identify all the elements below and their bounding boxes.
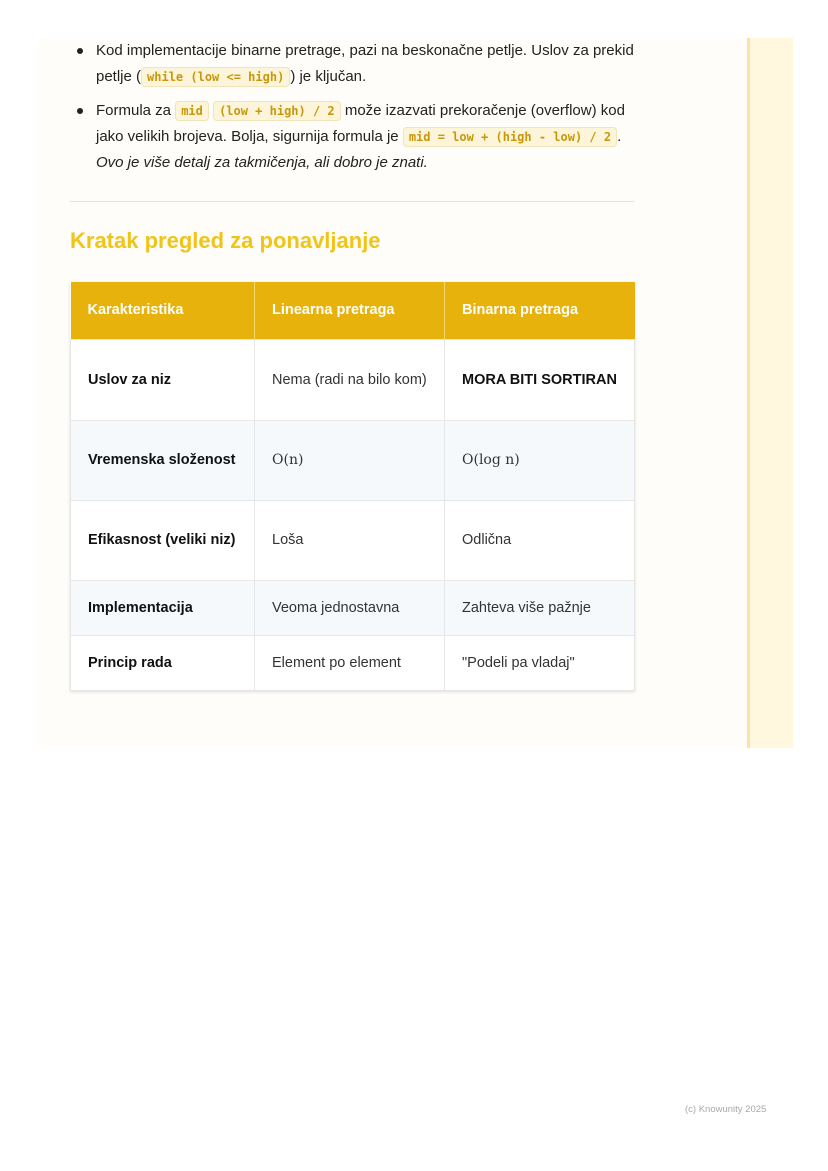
comparison-table [70,282,635,691]
row-label: Implementacija [71,581,255,636]
section-title: Kratak pregled za ponavljanje [70,228,381,253]
header-cell: Linearna pretraga [255,282,445,340]
table-row [71,421,635,501]
table-cell: Veoma jednostavna [255,581,445,636]
table-cell: Odlična [445,501,635,581]
table-header-row [71,282,635,340]
header-cell: Karakteristika [71,282,255,340]
bullet-icon [77,48,83,54]
bullet-text: može izazvati prekoračenje (overflow) kod jako velikih brojeva. Bolja, sigurnija formula je [96,102,625,145]
divider [70,201,634,202]
copyright-footer: (c) Knowunity 2025 [685,1104,767,1115]
list-item [72,38,642,90]
bullet-text: . [617,128,622,145]
row-label: Efikasnost (veliki niz) [71,501,255,581]
code-snippet: mid [175,101,209,121]
side-accent-bar [747,38,793,748]
list-item [72,98,642,176]
tips-list [72,38,642,184]
table-cell: O(n) [255,421,445,501]
bullet-text: ) je ključan. [290,68,367,85]
bullet-text: Formula za [96,102,176,119]
row-label: Uslov za niz [71,340,255,421]
code-snippet: mid = low + (high - low) / 2 [403,127,617,147]
table-cell: MORA BITI SORTIRAN [445,340,635,421]
code-snippet: (low + high) / 2 [213,101,341,121]
table-cell: Zahteva više pažnje [445,581,635,636]
header-cell: Binarna pretraga [445,282,635,340]
bullet-icon [77,108,83,114]
table-cell: Element po element [255,636,445,691]
table-cell: O(log n) [445,421,635,501]
row-label: Princip rada [71,636,255,691]
table-cell: Nema (radi na bilo kom) [255,340,445,421]
table-cell: "Podeli pa vladaj" [445,636,635,691]
table-row [71,501,635,581]
code-snippet: while (low <= high) [141,67,290,87]
italic-note: Ovo je više detalj za takmičenja, ali dobro je znati. [96,154,428,171]
table-cell: Loša [255,501,445,581]
bullet-text: Kod implementacije binarne pretrage, pazi na beskonačne petlje. Uslov za prekid petlje ( [96,42,634,85]
table-row [71,581,635,636]
table-row [71,340,635,421]
table-row [71,636,635,691]
row-label: Vremenska složenost [71,421,255,501]
